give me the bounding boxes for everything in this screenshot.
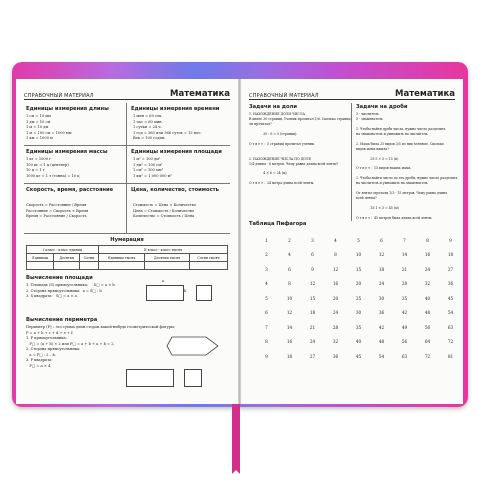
pythagoras-cell: 15 <box>309 295 316 301</box>
pythagoras-cell: 10 <box>286 295 293 301</box>
pythagoras-cell: 72 <box>424 353 431 359</box>
pythagoras-row <box>255 349 462 364</box>
pythagoras-cell: 40 <box>355 339 362 345</box>
bookmark-ribbon <box>232 404 240 470</box>
pythagoras-cell: 2 <box>265 252 268 258</box>
pythagoras-cell: 45 <box>447 295 454 301</box>
pythagoras-row <box>255 306 462 321</box>
pythagoras-cell: 3 <box>265 266 268 272</box>
pythagoras-cell: 32 <box>424 281 431 287</box>
left-page <box>16 79 238 404</box>
pythagoras-cell: 15 <box>355 266 362 272</box>
perimeter-square-figure <box>184 369 202 387</box>
area-units-list: 1 м² = 100 дм² 1 дм² = 100 см² 1 см² = 100 мм² 1 км² = 1 000 000 м² <box>133 157 172 178</box>
hexagon-figure <box>166 335 221 357</box>
class-thousands-header: II класс - класс тысяч <box>99 246 228 254</box>
pythagoras-cell: 56 <box>424 324 431 330</box>
pythagoras-cell: 42 <box>378 324 385 330</box>
price-title: Цена, количество, стоимость <box>131 187 219 193</box>
price-formulas: Стоимость = Цена × Количество Цена = Стоимость / Количество Количество = Стоимость / Цена <box>133 203 196 219</box>
mass-units-title: Единицы измерения массы <box>26 149 108 155</box>
right-page <box>241 79 463 404</box>
numeration-title: Нумерация <box>110 237 144 243</box>
numeration-table <box>26 245 228 270</box>
pythagoras-cell: 5 <box>265 295 268 301</box>
pythagoras-cell: 20 <box>355 281 362 287</box>
pythagoras-cell: 63 <box>401 353 408 359</box>
pythagoras-cell: 8 <box>265 339 268 345</box>
pythagoras-cell: 8 <box>334 252 337 258</box>
pythagoras-cell: 21 <box>309 324 316 330</box>
pythagoras-cell: 3 <box>311 237 314 243</box>
pythagoras-cell: 8 <box>288 281 291 287</box>
rectangle-label-a: a <box>162 279 165 283</box>
pythagoras-cell: 16 <box>332 281 339 287</box>
section-divider <box>24 145 230 146</box>
pythagoras-cell: 24 <box>424 266 431 272</box>
pythagoras-table <box>255 233 462 364</box>
pythagoras-cell: 9 <box>265 353 268 359</box>
pythagoras-cell: 45 <box>355 353 362 359</box>
pythagoras-cell: 40 <box>424 295 431 301</box>
pythagoras-cell: 20 <box>332 295 339 301</box>
pythagoras-cell: 18 <box>378 266 385 272</box>
numeration-col: Сотни тысяч <box>189 254 227 262</box>
pythagoras-cell: 81 <box>447 353 454 359</box>
fractions-content: 3 - числитель 5 - знаменатель 1. Чтобы найти дробь числа, нужно число разделить на знаменатель и умножить на числитель. 2. Мама была 25 видов 3/5 из них зеленые. Сколько видов мама нашла? 25:5 × 3 = 15 (к) О т в е т : 15 видов нашла мама. 2. Чтобы найти число по его дроби, нужно число разделить на числитель и умножить на знаменатель. От ленты отрезали 1/3 - 15 метров. Чему равна длина всей ленты? 15:1 × 3 = 45 (м) О т в е т : 45 метров была длина всей ленты. <box>356 112 458 221</box>
pythagoras-cell: 54 <box>447 310 454 316</box>
pythagoras-cell: 10 <box>355 252 362 258</box>
numeration-cell <box>27 262 54 270</box>
class-units-header: I класс - класс единиц <box>27 246 99 254</box>
mass-units-list: 1 кг = 1000 г 100 кг = 1 ц (центнер) 10 ц = 1 т 1000 кг = 1 т (тонна) = 10 ц <box>26 157 80 178</box>
pythagoras-cell: 8 <box>426 237 429 243</box>
pythagoras-cell: 12 <box>286 310 293 316</box>
numeration-col: Десятки тысяч <box>145 254 189 262</box>
length-units-list: 1 см = 10 мм 1 дм = 10 см 1 м = 10 дм 1 м = 100 см = 1000 мм 1 км = 1000 м <box>26 114 72 141</box>
right-page-header <box>249 85 455 100</box>
pythagoras-cell: 5 <box>357 237 360 243</box>
pythagoras-cell: 18 <box>309 310 316 316</box>
speed-formulas: Скорость = Расстояние / Время Расстояние = Скорость × Время Время = Расстояние / Скорость <box>26 203 89 219</box>
pythagoras-cell: 24 <box>332 310 339 316</box>
pythagoras-cell: 36 <box>332 353 339 359</box>
numeration-cell <box>79 262 98 270</box>
pythagoras-cell: 4 <box>288 252 291 258</box>
pythagoras-cell: 16 <box>286 339 293 345</box>
pythagoras-cell: 9 <box>449 237 452 243</box>
time-units-list: 1 мин = 60 сек. 1 час = 60 мин. 1 сутки = 24 ч. 1 год = 365 или 366 суток = 12 мес. Век = 100 годам <box>133 114 202 141</box>
pythagoras-cell: 35 <box>355 324 362 330</box>
pythagoras-cell: 1 <box>265 237 268 243</box>
pythagoras-cell: 6 <box>311 252 314 258</box>
pythagoras-row <box>255 277 462 292</box>
right-header-title: Математика <box>395 89 455 99</box>
numeration-cell <box>99 262 145 270</box>
numeration-col: Единицы <box>27 254 54 262</box>
pythagoras-cell: 6 <box>380 237 383 243</box>
pythagoras-cell: 24 <box>309 339 316 345</box>
perimeter-formulas: Периметр (P) – это сумма длин сторон какой-нибудь геометрической фигуры: P = a + b + c + d + e + f. 1. P прямоугольника: P□ = (a + b) × 2 или P□ = a + b + a + b = 2. 2. Сторона прямоугольника: a = P□ : 2 – b. 3. P квадрата: P□ = a × 4. <box>26 325 176 368</box>
pythagoras-row <box>255 248 462 263</box>
pythagoras-title: Таблица Пифагора <box>249 221 307 227</box>
pythagoras-cell: 36 <box>378 310 385 316</box>
pythagoras-cell: 30 <box>378 295 385 301</box>
pythagoras-cell: 64 <box>424 339 431 345</box>
pythagoras-cell: 6 <box>265 310 268 316</box>
pythagoras-cell: 28 <box>401 281 408 287</box>
numeration-cell <box>189 262 227 270</box>
pythagoras-cell: 48 <box>378 339 385 345</box>
pythagoras-row <box>255 233 462 248</box>
pythagoras-cell: 7 <box>403 237 406 243</box>
pythagoras-cell: 30 <box>355 310 362 316</box>
perimeter-title: Вычисление периметра <box>26 317 98 323</box>
left-header-title: Математика <box>170 89 230 99</box>
pythagoras-cell: 18 <box>286 353 293 359</box>
pythagoras-row <box>255 291 462 306</box>
numeration-col: Сотни <box>79 254 98 262</box>
left-header-subtitle: СПРАВОЧНЫЙ МАТЕРИАЛ <box>24 93 94 99</box>
pythagoras-row <box>255 262 462 277</box>
pythagoras-cell: 72 <box>447 339 454 345</box>
pythagoras-cell: 25 <box>355 295 362 301</box>
pythagoras-cell: 9 <box>311 266 314 272</box>
column-divider <box>351 103 352 221</box>
speed-title: Скорость, время, расстояние <box>26 187 114 193</box>
pythagoras-cell: 48 <box>424 310 431 316</box>
pythagoras-cell: 49 <box>401 324 408 330</box>
shares-content: 1. НАХОЖДЕНИЕ ДОЛИ ЧИСЛА В книге 30 страниц. Ученик прочитал 1/6. Сколько страниц он прочитал? 30 : 6 = 5 (страниц). О т в е т : 5 страниц прочитал ученик. 2. НАХОЖДЕНИЕ ЧИСЛА ПО ДОЛЕ 1/4 длины - 6 метров. Чему равна длина всей ленты? 4 × 6 = 24 (м) О т в е т : 24 метра длина всей ленты. <box>249 112 351 186</box>
pythagoras-cell: 54 <box>378 353 385 359</box>
pythagoras-cell: 27 <box>309 353 316 359</box>
pythagoras-cell: 7 <box>265 324 268 330</box>
pythagoras-cell: 27 <box>447 266 454 272</box>
left-page-header <box>24 85 230 100</box>
pythagoras-cell: 35 <box>401 295 408 301</box>
pythagoras-cell: 2 <box>288 237 291 243</box>
pythagoras-cell: 42 <box>401 310 408 316</box>
pythagoras-cell: 21 <box>401 266 408 272</box>
pythagoras-cell: 12 <box>378 252 385 258</box>
pythagoras-cell: 6 <box>288 266 291 272</box>
pythagoras-cell: 4 <box>265 281 268 287</box>
right-header-subtitle: СПРАВОЧНЫЙ МАТЕРИАЛ <box>249 93 319 99</box>
square-figure <box>196 285 212 301</box>
rectangle-figure <box>146 285 187 301</box>
section-divider <box>24 233 230 234</box>
pythagoras-cell: 16 <box>424 252 431 258</box>
length-units-title: Единицы измерения длины <box>26 106 109 112</box>
rectangle-label-b: b <box>184 289 187 293</box>
pythagoras-cell: 36 <box>447 281 454 287</box>
pythagoras-cell: 12 <box>332 266 339 272</box>
area-calc-formulas: 1. Площадь (S) прямоугольника: S□ = a × b 2. Сторона прямоугольника: a = S□ : b 3. S квадрата: S□ = a × a <box>26 283 115 299</box>
pythagoras-cell: 14 <box>401 252 408 258</box>
pythagoras-cell: 14 <box>286 324 293 330</box>
perimeter-rectangle-figure <box>126 369 174 387</box>
fractions-title: Задачи на дроби <box>356 104 408 110</box>
area-calc-title: Вычисление площади <box>26 275 93 281</box>
pythagoras-cell: 28 <box>332 324 339 330</box>
pythagoras-cell: 32 <box>332 339 339 345</box>
area-units-title: Единицы измерения площади <box>131 149 222 155</box>
numeration-col: Единицы тысяч <box>99 254 145 262</box>
numeration-col: Десятки <box>54 254 80 262</box>
pythagoras-cell: 4 <box>334 237 337 243</box>
pythagoras-cell: 12 <box>309 281 316 287</box>
shares-title: Задачи на доли <box>249 104 297 110</box>
pythagoras-cell: 56 <box>401 339 408 345</box>
numeration-cell <box>145 262 189 270</box>
pythagoras-cell: 18 <box>447 252 454 258</box>
pythagoras-cell: 63 <box>447 324 454 330</box>
time-units-title: Единицы измерения времени <box>131 106 220 112</box>
pythagoras-row <box>255 320 462 335</box>
section-divider <box>24 183 230 184</box>
numeration-cell <box>54 262 80 270</box>
pythagoras-row <box>255 335 462 350</box>
column-divider <box>126 103 127 233</box>
pythagoras-cell: 24 <box>378 281 385 287</box>
